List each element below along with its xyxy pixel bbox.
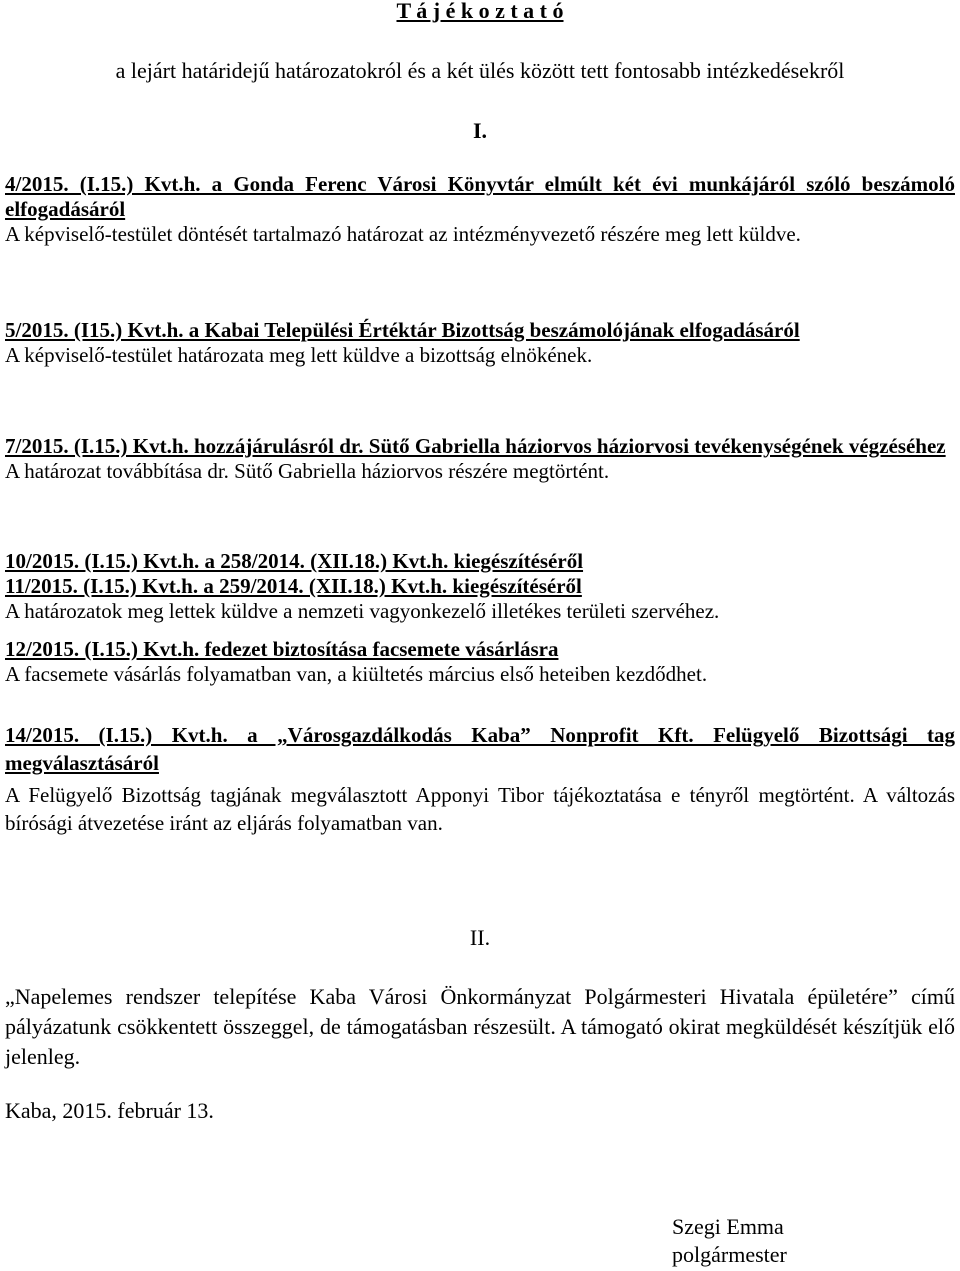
resolution-heading: 5/2015. (I15.) Kvt.h. a Kabai Települési Értéktár Bizottság beszámolójának elfogadásáról <box>5 318 800 342</box>
section-2-numeral: II. <box>469 925 491 950</box>
resolution-heading: 4/2015. (I.15.) Kvt.h. a Gonda Ferenc Városi Könyvtár elmúlt két évi munkájáról szóló beszámoló elfogadásáról <box>5 172 955 221</box>
document-subtitle: a lejárt határidejű határozatokról és a két ülés között tett fontosabb intézkedésekről <box>115 58 845 83</box>
resolution-heading: 7/2015. (I.15.) Kvt.h. hozzájárulásról dr. Sütő Gabriella háziorvos háziorvosi tevékenységének végzéséhez <box>5 434 946 458</box>
section-1-numeral: I. <box>472 118 488 143</box>
resolution-status: A képviselő-testület határozata meg lett küldve a bizottság elnökének. <box>5 342 593 367</box>
signer-title: polgármester <box>672 1242 787 1267</box>
resolution-status: A határozat továbbítása dr. Sütő Gabriella háziorvos részére megtörtént. <box>5 458 610 483</box>
section-2-paragraph: „Napelemes rendszer telepítése Kaba Városi Önkormányzat Polgármesteri Hivatala épületére” című pályázatunk csökkentett összeggel, de támogatásban részesült. A támogató okirat megküldését készítjük elő jelenleg. <box>5 984 955 1069</box>
resolution-item-12 <box>5 637 955 687</box>
place-date: Kaba, 2015. február 13. <box>5 1098 214 1123</box>
resolution-status: A facsemete vásárlás folyamatban van, a kiültetés március első heteiben kezdődhet. <box>5 661 708 686</box>
resolution-item-5 <box>5 318 955 368</box>
resolution-status: A képviselő-testület döntését tartalmazó határozat az intézményvezető részére meg lett küldve. <box>5 221 801 246</box>
document-title: T á j é k o z t a t ó <box>396 0 564 23</box>
resolution-item-14 <box>5 722 955 838</box>
resolution-heading: 12/2015. (I.15.) Kvt.h. fedezet biztosítása facsemete vásárlásra <box>5 637 559 661</box>
resolution-status: A Felügyelő Bizottság tagjának megválasztott Apponyi Tibor tájékoztatása e tényről megtörtént. A változás bírósági átvezetése iránt az eljárás folyamatban van. <box>5 782 955 835</box>
resolution-status: A határozatok meg lettek küldve a nemzeti vagyonkezelő illetékes területi szervéhez. <box>5 598 720 623</box>
resolution-item-7 <box>5 434 955 484</box>
resolution-item-10-11 <box>5 549 955 623</box>
resolution-heading: 10/2015. (I.15.) Kvt.h. a 258/2014. (XII.18.) Kvt.h. kiegészítéséről <box>5 549 584 573</box>
resolution-heading: 14/2015. (I.15.) Kvt.h. a „Városgazdálkodás Kaba” Nonprofit Kft. Felügyelő Bizottsági tag megválasztásáról <box>5 723 955 775</box>
signer-name: Szegi Emma <box>672 1214 784 1239</box>
resolution-item-4 <box>5 172 955 246</box>
resolution-heading: 11/2015. (I.15.) Kvt.h. a 259/2014. (XII.18.) Kvt.h. kiegészítéséről <box>5 573 582 598</box>
